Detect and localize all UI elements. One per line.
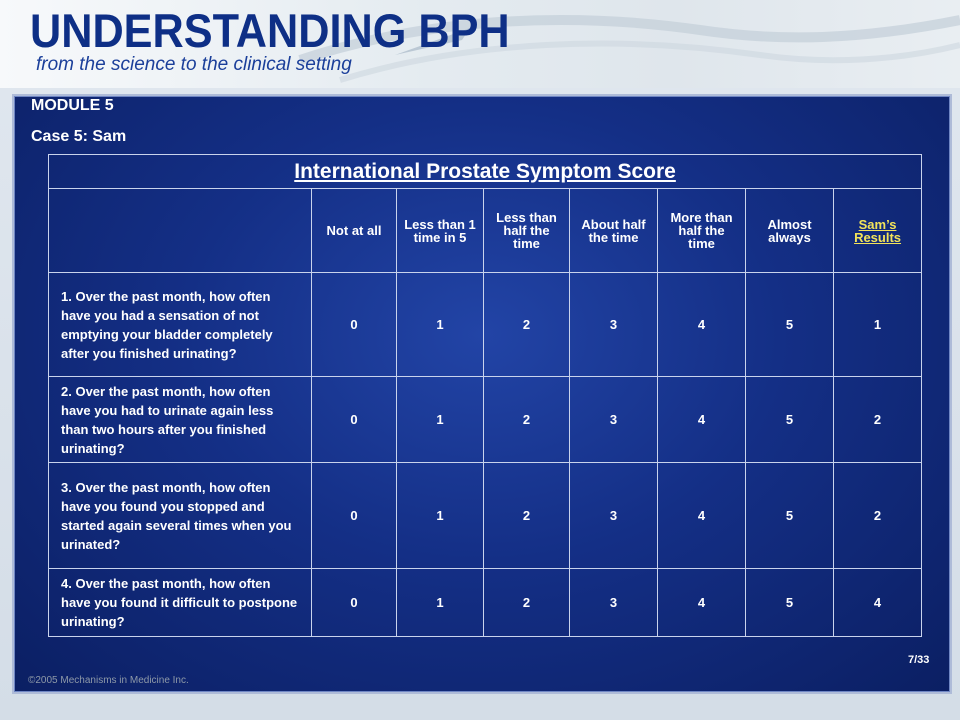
table-row bbox=[49, 377, 922, 463]
score-cell: 0 bbox=[312, 463, 397, 569]
table-row bbox=[49, 463, 922, 569]
score-cell: 4 bbox=[658, 377, 746, 463]
result-cell: 2 bbox=[834, 377, 922, 463]
table-header-row bbox=[49, 189, 922, 273]
score-cell: 0 bbox=[312, 569, 397, 637]
score-cell: 4 bbox=[658, 463, 746, 569]
page-number: 7/33 bbox=[908, 654, 930, 666]
ipss-table bbox=[48, 154, 922, 637]
result-cell: 1 bbox=[834, 273, 922, 377]
score-cell: 5 bbox=[746, 569, 834, 637]
score-cell: 3 bbox=[570, 463, 658, 569]
result-cell: 2 bbox=[834, 463, 922, 569]
table-row bbox=[49, 569, 922, 637]
score-cell: 2 bbox=[484, 273, 570, 377]
column-header: More than half the time bbox=[658, 189, 746, 273]
column-header: About half the time bbox=[570, 189, 658, 273]
score-cell: 5 bbox=[746, 463, 834, 569]
column-header: Less than half the time bbox=[484, 189, 570, 273]
score-cell: 1 bbox=[397, 569, 484, 637]
copyright-text: ©2005 Mechanisms in Medicine Inc. bbox=[28, 675, 189, 686]
header-blank-cell bbox=[49, 189, 312, 273]
question-cell: 3. Over the past month, how often have you found you stopped and started again several times when you urinated? bbox=[49, 463, 312, 569]
question-cell: 2. Over the past month, how often have you had to urinate again less than two hours after you finished urinating? bbox=[49, 377, 312, 463]
score-cell: 5 bbox=[746, 273, 834, 377]
table-row bbox=[49, 273, 922, 377]
app-subtitle: from the science to the clinical setting bbox=[36, 54, 352, 75]
results-column-header: Sam’s Results bbox=[834, 189, 922, 273]
score-cell: 2 bbox=[484, 569, 570, 637]
score-cell: 1 bbox=[397, 273, 484, 377]
table-title-row bbox=[49, 155, 922, 189]
score-cell: 0 bbox=[312, 377, 397, 463]
score-cell: 3 bbox=[570, 569, 658, 637]
score-cell: 2 bbox=[484, 463, 570, 569]
score-cell: 1 bbox=[397, 463, 484, 569]
score-cell: 0 bbox=[312, 273, 397, 377]
question-cell: 4. Over the past month, how often have you found it difficult to postpone urinating? bbox=[49, 569, 312, 637]
case-label: Case 5: Sam bbox=[31, 128, 127, 145]
column-header: Less than 1 time in 5 bbox=[397, 189, 484, 273]
score-cell: 5 bbox=[746, 377, 834, 463]
score-cell: 3 bbox=[570, 377, 658, 463]
score-cell: 1 bbox=[397, 377, 484, 463]
result-cell: 4 bbox=[834, 569, 922, 637]
table-title: International Prostate Symptom Score bbox=[49, 155, 922, 189]
score-cell: 4 bbox=[658, 569, 746, 637]
module-label: MODULE 5 bbox=[31, 97, 114, 114]
app-title: UNDERSTANDING BPH bbox=[30, 4, 510, 57]
column-header: Almost always bbox=[746, 189, 834, 273]
score-cell: 3 bbox=[570, 273, 658, 377]
question-cell: 1. Over the past month, how often have you had a sensation of not emptying your bladder completely after you finished urinating? bbox=[49, 273, 312, 377]
score-cell: 2 bbox=[484, 377, 570, 463]
score-cell: 4 bbox=[658, 273, 746, 377]
header-banner bbox=[0, 0, 960, 92]
column-header: Not at all bbox=[312, 189, 397, 273]
